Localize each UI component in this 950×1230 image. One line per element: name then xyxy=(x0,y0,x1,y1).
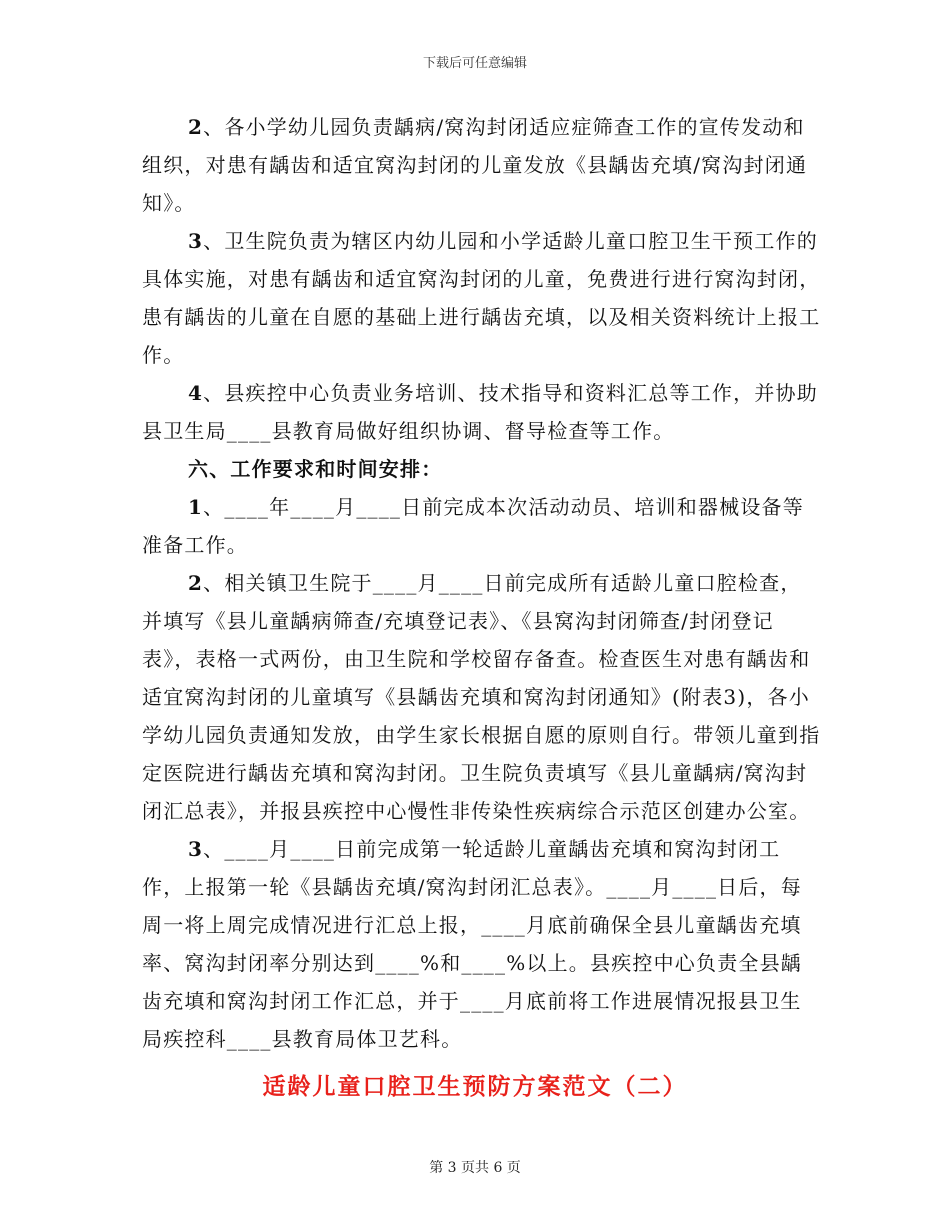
indent xyxy=(142,381,188,405)
indent xyxy=(142,115,188,139)
indent xyxy=(142,571,188,595)
section-heading: 六、工作要求和时间安排： xyxy=(188,457,443,481)
section-title-red: 适龄儿童口腔卫生预防方案范文（二） xyxy=(262,1073,688,1100)
paragraph-text: 、各小学幼儿园负责龋病/窝沟封闭适应症筛查工作的宣传发动和组织，对患有龋齿和适宜窝沟封闭的儿童发放《县龋齿充填/窝沟封闭通知》。 xyxy=(142,115,808,215)
paragraph-text: 、相关镇卫生院于____月____日前完成所有适龄儿童口腔检查，并填写《县儿童龋病筛查/充填登记表》、《县窝沟封闭筛查/封闭登记表》，表格一式两份，由卫生院和学校留存备查。检查医生对患有龋齿和适宜窝沟封闭的儿童填写《县龋齿充填和窝沟封闭通知》(附表3)，各小学幼儿园负责通知发放，由学生家长根据自愿的原则自行。带领儿童到指定医院进行龋齿充填和窝沟封闭。卫生院负责填写《县儿童龋病/窝沟封闭汇总表》，并报县疾控中心慢性非传染性疾病综合示范区创建办公室。 xyxy=(142,571,821,823)
paragraph-item-4 xyxy=(142,374,822,450)
paragraph-text: 、县疾控中心负责业务培训、技术指导和资料汇总等工作，并协助县卫生局____县教育局做好组织协调、督导检查等工作。 xyxy=(142,381,818,443)
paragraph-item-2 xyxy=(142,108,822,222)
item-number: 1 xyxy=(188,495,204,519)
item-number: 4 xyxy=(188,381,204,405)
page-footer: 第 3 页共 6 页 xyxy=(429,1160,521,1176)
paragraph-item-3 xyxy=(142,222,822,374)
document-body xyxy=(142,108,822,1058)
item-number: 3 xyxy=(188,837,204,861)
indent xyxy=(142,837,188,861)
paragraph-text: 、____月____日前完成第一轮适龄儿童龋齿充填和窝沟封闭工作，上报第一轮《县龋齿充填/窝沟封闭汇总表》。____月____日后，每周一将上周完成情况进行汇总上报，____月底前确保全县儿童龋齿充填率、窝沟封闭率分别达到____%和____%以上。县疾控中心负责全县龋齿充填和窝沟封闭工作汇总，并于____月底前将工作进展情况报县卫生局疾控科____县教育局体卫艺科。 xyxy=(142,837,803,1051)
paragraph-text: 、____年____月____日前完成本次活动动员、培训和器械设备等准备工作。 xyxy=(142,495,804,557)
requirement-item-1 xyxy=(142,488,822,564)
requirement-item-3 xyxy=(142,830,822,1058)
item-number: 2 xyxy=(188,571,204,595)
page-header: 下载后可任意编辑 xyxy=(422,56,527,71)
requirement-item-2 xyxy=(142,564,822,830)
item-number: 3 xyxy=(188,229,204,253)
item-number: 2 xyxy=(188,115,204,139)
indent xyxy=(142,495,188,519)
indent xyxy=(142,229,188,253)
paragraph-text: 、卫生院负责为辖区内幼儿园和小学适龄儿童口腔卫生干预工作的具体实施，对患有龋齿和适宜窝沟封闭的儿童，免费进行进行窝沟封闭，患有龋齿的儿童在自愿的基础上进行龋齿充填，以及相关资料统计上报工作。 xyxy=(142,229,821,367)
